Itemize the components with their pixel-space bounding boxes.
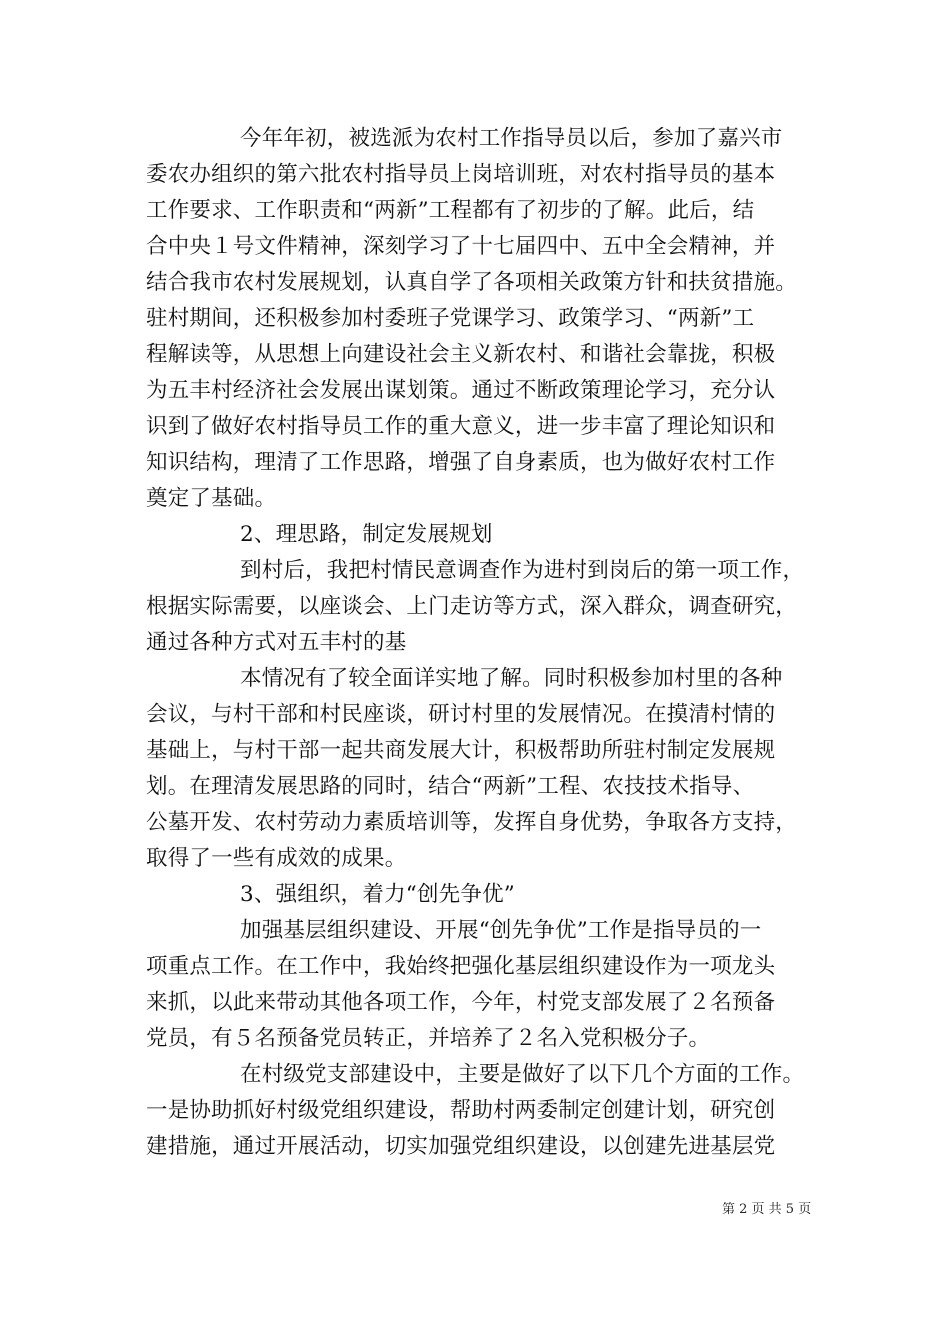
paragraph-line: 识到了做好农村指导员工作的重大意义，进一步丰富了理论知识和 bbox=[146, 414, 776, 439]
document-page bbox=[146, 124, 818, 1324]
paragraph-line: 划。在理清发展思路的同时，结合“两新”工程、农技技术指导、 bbox=[146, 774, 755, 799]
paragraph-line: 驻村期间，还积极参加村委班子党课学习、政策学习、“两新”工 bbox=[146, 306, 755, 331]
paragraph-line: 项重点工作。在工作中，我始终把强化基层组织建设作为一项龙头 bbox=[146, 954, 776, 979]
paragraph-line: 根据实际需要，以座谈会、上门走访等方式，深入群众，调查研究， bbox=[146, 594, 798, 619]
paragraph-line: 为五丰村经济社会发展出谋划策。通过不断政策理论学习，充分认 bbox=[146, 378, 776, 403]
paragraph-line: 通过各种方式对五丰村的基 bbox=[146, 630, 407, 655]
paragraph-line: 一是协助抓好村级党组织建设，帮助村两委制定创建计划，研究创 bbox=[146, 1098, 776, 1123]
paragraph-line: 奠定了基础。 bbox=[146, 486, 277, 511]
paragraph-line: 公墓开发、农村劳动力素质培训等，发挥自身优势，争取各方支持， bbox=[146, 810, 798, 835]
paragraph-line: 程解读等，从思想上向建设社会主义新农村、和谐社会靠拢，积极 bbox=[146, 342, 776, 367]
paragraph-line: 结合我市农村发展规划，认真自学了各项相关政策方针和扶贫措施。 bbox=[146, 270, 798, 295]
paragraph-line: 党员，有５名预备党员转正，并培养了２名入党积极分子。 bbox=[146, 1026, 711, 1051]
paragraph-line: 会议，与村干部和村民座谈，研讨村里的发展情况。在摸清村情的 bbox=[146, 702, 776, 727]
paragraph-line: 今年年初，被选派为农村工作指导员以后，参加了嘉兴市 bbox=[240, 126, 783, 151]
page-number: 第 2 页 共 5 页 bbox=[722, 1202, 812, 1217]
section-heading: 3、强组织，着力“创先争优” bbox=[240, 882, 515, 907]
paragraph-line: 取得了一些有成效的成果。 bbox=[146, 846, 407, 871]
paragraph-line: 加强基层组织建设、开展“创先争优”工作是指导员的一 bbox=[240, 918, 762, 943]
paragraph-line: 工作要求、工作职责和“两新”工程都有了初步的了解。此后，结 bbox=[146, 198, 755, 223]
paragraph-line: 在村级党支部建设中，主要是做好了以下几个方面的工作。 bbox=[240, 1062, 805, 1087]
paragraph-line: 本情况有了较全面详实地了解。同时积极参加村里的各种 bbox=[240, 666, 783, 691]
section-heading: 2、理思路，制定发展规划 bbox=[240, 522, 493, 547]
paragraph-line: 建措施，通过开展活动，切实加强党组织建设，以创建先进基层党 bbox=[146, 1134, 776, 1159]
paragraph-line: 委农办组织的第六批农村指导员上岗培训班，对农村指导员的基本 bbox=[146, 162, 776, 187]
paragraph-line: 基础上，与村干部一起共商发展大计，积极帮助所驻村制定发展规 bbox=[146, 738, 776, 763]
paragraph-line: 来抓，以此来带动其他各项工作，今年，村党支部发展了２名预备 bbox=[146, 990, 776, 1015]
paragraph-line: 知识结构，理清了工作思路，增强了自身素质，也为做好农村工作 bbox=[146, 450, 776, 475]
paragraph-line: 到村后，我把村情民意调查作为进村到岗后的第一项工作， bbox=[240, 558, 805, 583]
paragraph-line: 合中央１号文件精神，深刻学习了十七届四中、五中全会精神，并 bbox=[146, 234, 776, 259]
